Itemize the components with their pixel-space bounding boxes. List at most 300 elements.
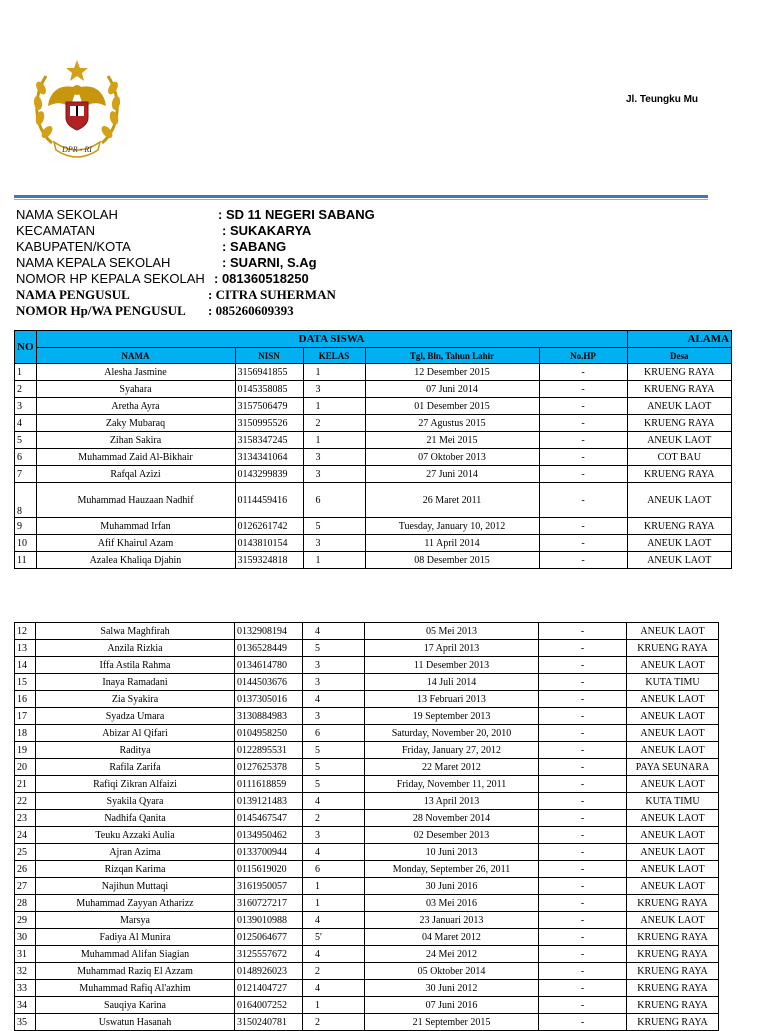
cell-nisn: 0115619020 <box>235 861 303 878</box>
cell-desa: KRUENG RAYA <box>627 1014 719 1031</box>
cell-nama: Muhammad Zaid Al-Bikhair <box>36 449 235 466</box>
cell-kelas: 6 <box>303 483 365 518</box>
info-label: NOMOR HP KEPALA SEKOLAH <box>16 271 205 286</box>
cell-kelas: 6 <box>303 725 365 742</box>
cell-kelas: 3 <box>303 708 365 725</box>
cell-no: 30 <box>15 929 36 946</box>
cell-desa: ANEUK LAOT <box>627 623 719 640</box>
cell-no: 11 <box>15 552 37 569</box>
table-row <box>15 483 732 518</box>
cell-tgl-lahir: 27 Agustus 2015 <box>365 415 539 432</box>
cell-no-hp: - <box>539 725 627 742</box>
svg-text:DPR - RI: DPR - RI <box>62 145 92 154</box>
cell-kelas: 4 <box>303 793 365 810</box>
cell-desa: KRUENG RAYA <box>627 895 719 912</box>
table-row <box>15 946 719 963</box>
table-row <box>15 963 719 980</box>
cell-no-hp: - <box>539 640 627 657</box>
cell-tgl-lahir: 02 Desember 2013 <box>365 827 539 844</box>
cell-no: 17 <box>15 708 36 725</box>
cell-no-hp: - <box>539 674 627 691</box>
cell-tgl-lahir: 11 April 2014 <box>365 535 539 552</box>
cell-desa: KRUENG RAYA <box>627 381 732 398</box>
cell-nisn: 0145467547 <box>235 810 303 827</box>
cell-desa: ANEUK LAOT <box>627 725 719 742</box>
cell-tgl-lahir: Friday, January 27, 2012 <box>365 742 539 759</box>
cell-desa: KRUENG RAYA <box>627 466 732 483</box>
cell-tgl-lahir: 05 Mei 2013 <box>365 623 539 640</box>
cell-no: 22 <box>15 793 36 810</box>
cell-kelas: 1 <box>303 878 365 895</box>
col-header-tgl-lahir: Tgl, Bln, Tahun Lahir <box>365 348 539 364</box>
table-row <box>15 929 719 946</box>
cell-desa: ANEUK LAOT <box>627 878 719 895</box>
cell-kelas: 1 <box>303 398 365 415</box>
cell-tgl-lahir: 13 Februari 2013 <box>365 691 539 708</box>
info-label: NAMA KEPALA SEKOLAH <box>16 255 171 270</box>
cell-no: 18 <box>15 725 36 742</box>
cell-nisn: 0125064677 <box>235 929 303 946</box>
cell-no-hp: - <box>539 449 627 466</box>
header-divider-line <box>14 195 708 198</box>
cell-nama: Anzila Rizkia <box>36 640 235 657</box>
table-row <box>15 518 732 535</box>
cell-nama: Zia Syakira <box>36 691 235 708</box>
cell-nisn: 0121404727 <box>235 980 303 997</box>
cell-kelas: 1 <box>303 997 365 1014</box>
table-row <box>15 878 719 895</box>
cell-nama: Najihun Muttaqi <box>36 878 235 895</box>
info-label: NOMOR Hp/WA PENGUSUL <box>16 303 186 318</box>
cell-no: 4 <box>15 415 37 432</box>
cell-tgl-lahir: 07 Juni 2016 <box>365 997 539 1014</box>
cell-nama: Rafila Zarifa <box>36 759 235 776</box>
cell-desa: ANEUK LAOT <box>627 827 719 844</box>
cell-tgl-lahir: 22 Maret 2012 <box>365 759 539 776</box>
cell-nisn: 0133700944 <box>235 844 303 861</box>
cell-tgl-lahir: 19 September 2013 <box>365 708 539 725</box>
cell-kelas: 2 <box>303 415 365 432</box>
cell-no: 32 <box>15 963 36 980</box>
table-row <box>15 742 719 759</box>
cell-no: 33 <box>15 980 36 997</box>
table-body-part-1 <box>15 364 732 569</box>
cell-desa: KRUENG RAYA <box>627 640 719 657</box>
cell-kelas: 4 <box>303 623 365 640</box>
cell-no-hp: - <box>539 793 627 810</box>
cell-desa: ANEUK LAOT <box>627 776 719 793</box>
cell-tgl-lahir: 12 Desember 2015 <box>365 364 539 381</box>
info-value: : SABANG <box>222 239 287 254</box>
cell-kelas: 5 <box>303 742 365 759</box>
cell-nisn: 0164007252 <box>235 997 303 1014</box>
col-header-kelas: KELAS <box>303 348 365 364</box>
col-header-nisn: NISN <box>235 348 303 364</box>
table-row <box>15 912 719 929</box>
cell-desa: KUTA TIMU <box>627 674 719 691</box>
cell-kelas: 2 <box>303 963 365 980</box>
col-header-nama: NAMA <box>36 348 235 364</box>
table-row <box>15 432 732 449</box>
cell-desa: COT BAU <box>627 449 732 466</box>
cell-kelas: 3 <box>303 535 365 552</box>
col-header-desa: Desa <box>627 348 732 364</box>
cell-nama: Rafiqi Zikran Alfaizi <box>36 776 235 793</box>
cell-desa: ANEUK LAOT <box>627 657 719 674</box>
cell-tgl-lahir: 01 Desember 2015 <box>365 398 539 415</box>
table-row <box>15 980 719 997</box>
cell-tgl-lahir: 24 Mei 2012 <box>365 946 539 963</box>
cell-no: 25 <box>15 844 36 861</box>
cell-no: 12 <box>15 623 36 640</box>
cell-nisn: 0134950462 <box>235 827 303 844</box>
cell-no: 2 <box>15 381 37 398</box>
cell-nama: Teuku Azzaki Aulia <box>36 827 235 844</box>
cell-no-hp: - <box>539 895 627 912</box>
cell-tgl-lahir: 21 September 2015 <box>365 1014 539 1031</box>
address-text: Jl. Teungku Mu <box>626 94 699 105</box>
cell-nisn: 0127625378 <box>235 759 303 776</box>
cell-desa: KRUENG RAYA <box>627 980 719 997</box>
cell-no-hp: - <box>539 364 627 381</box>
cell-nama: Sauqiya Karina <box>36 997 235 1014</box>
cell-no: 7 <box>15 466 37 483</box>
cell-nisn: 3150240781 <box>235 1014 303 1031</box>
cell-nama: Iffa Astila Rahma <box>36 657 235 674</box>
cell-no: 19 <box>15 742 36 759</box>
cell-nama: Marsya <box>36 912 235 929</box>
cell-no: 3 <box>15 398 37 415</box>
cell-tgl-lahir: 23 Januari 2013 <box>365 912 539 929</box>
cell-kelas: 5 <box>303 518 365 535</box>
cell-tgl-lahir: 07 Juni 2014 <box>365 381 539 398</box>
cell-no-hp: - <box>539 980 627 997</box>
table-row <box>15 415 732 432</box>
cell-nisn: 0122895531 <box>235 742 303 759</box>
cell-no-hp: - <box>539 483 627 518</box>
cell-nisn: 0132908194 <box>235 623 303 640</box>
cell-kelas: 5' <box>303 929 365 946</box>
cell-kelas: 3 <box>303 449 365 466</box>
cell-no: 34 <box>15 997 36 1014</box>
cell-no-hp: - <box>539 776 627 793</box>
cell-nama: Syakila Qyara <box>36 793 235 810</box>
cell-desa: ANEUK LAOT <box>627 742 719 759</box>
table-row <box>15 449 732 466</box>
student-table-part-2 <box>14 622 719 1031</box>
cell-tgl-lahir: Saturday, November 20, 2010 <box>365 725 539 742</box>
cell-nama: Muhammad Alifan Siagian <box>36 946 235 963</box>
cell-desa: KRUENG RAYA <box>627 963 719 980</box>
cell-kelas: 6 <box>303 861 365 878</box>
cell-desa: ANEUK LAOT <box>627 483 732 518</box>
cell-kelas: 4 <box>303 946 365 963</box>
cell-no-hp: - <box>539 878 627 895</box>
cell-desa: ANEUK LAOT <box>627 708 719 725</box>
cell-nisn: 0104958250 <box>235 725 303 742</box>
table-row <box>15 708 719 725</box>
info-label: KABUPATEN/KOTA <box>16 239 131 254</box>
cell-no: 16 <box>15 691 36 708</box>
col-header-no: NO <box>15 331 37 364</box>
cell-no: 6 <box>15 449 37 466</box>
cell-nama: Zaky Mubaraq <box>36 415 235 432</box>
cell-no: 27 <box>15 878 36 895</box>
cell-nama: Rizqan Karima <box>36 861 235 878</box>
cell-no-hp: - <box>539 861 627 878</box>
cell-desa: ANEUK LAOT <box>627 912 719 929</box>
cell-nama: Salwa Maghfirah <box>36 623 235 640</box>
cell-desa: ANEUK LAOT <box>627 398 732 415</box>
cell-desa: PAYA SEUNARA <box>627 759 719 776</box>
cell-kelas: 1 <box>303 552 365 569</box>
cell-kelas: 3 <box>303 657 365 674</box>
dpr-ri-emblem-logo <box>32 58 122 163</box>
cell-nama: Nadhifa Qanita <box>36 810 235 827</box>
cell-nama: Muhammad Irfan <box>36 518 235 535</box>
cell-kelas: 1 <box>303 432 365 449</box>
cell-kelas: 5 <box>303 759 365 776</box>
table-body-part-2 <box>15 623 719 1031</box>
cell-desa: ANEUK LAOT <box>627 861 719 878</box>
table-row <box>15 640 719 657</box>
cell-nisn: 3134341064 <box>235 449 303 466</box>
cell-kelas: 1 <box>303 895 365 912</box>
cell-nama: Afif Khairul Azam <box>36 535 235 552</box>
cell-tgl-lahir: 28 November 2014 <box>365 810 539 827</box>
table-row <box>15 364 732 381</box>
cell-nisn: 3130884983 <box>235 708 303 725</box>
cell-desa: ANEUK LAOT <box>627 535 732 552</box>
cell-no: 20 <box>15 759 36 776</box>
cell-nisn: 0143299839 <box>235 466 303 483</box>
cell-nisn: 3161950057 <box>235 878 303 895</box>
cell-nisn: 0137305016 <box>235 691 303 708</box>
cell-nama: Aretha Ayra <box>36 398 235 415</box>
table-row <box>15 776 719 793</box>
cell-kelas: 4 <box>303 691 365 708</box>
cell-desa: KRUENG RAYA <box>627 364 732 381</box>
cell-nisn: 0139121483 <box>235 793 303 810</box>
info-label: KECAMATAN <box>16 223 95 238</box>
cell-nisn: 3150995526 <box>235 415 303 432</box>
info-label: NAMA PENGUSUL <box>16 287 130 302</box>
cell-kelas: 3 <box>303 466 365 483</box>
cell-no-hp: - <box>539 844 627 861</box>
cell-tgl-lahir: 30 Juni 2016 <box>365 878 539 895</box>
cell-nisn: 0111618859 <box>235 776 303 793</box>
cell-nisn: 0136528449 <box>235 640 303 657</box>
cell-nisn: 3160727217 <box>235 895 303 912</box>
cell-no: 21 <box>15 776 36 793</box>
cell-no: 15 <box>15 674 36 691</box>
cell-no-hp: - <box>539 827 627 844</box>
cell-tgl-lahir: 10 Juni 2013 <box>365 844 539 861</box>
cell-kelas: 3 <box>303 381 365 398</box>
cell-kelas: 4 <box>303 912 365 929</box>
cell-desa: KRUENG RAYA <box>627 997 719 1014</box>
cell-kelas: 2 <box>303 810 365 827</box>
cell-tgl-lahir: 05 Oktober 2014 <box>365 963 539 980</box>
table-row <box>15 657 719 674</box>
cell-no-hp: - <box>539 810 627 827</box>
cell-nama: Rafqal Azizi <box>36 466 235 483</box>
cell-desa: ANEUK LAOT <box>627 552 732 569</box>
table-row <box>15 725 719 742</box>
cell-desa: ANEUK LAOT <box>627 844 719 861</box>
table-row <box>15 793 719 810</box>
cell-nisn: 0145358085 <box>235 381 303 398</box>
cell-kelas: 2 <box>303 1014 365 1031</box>
table-row <box>15 895 719 912</box>
cell-nama: Syahara <box>36 381 235 398</box>
cell-nisn: 0144503676 <box>235 674 303 691</box>
cell-no: 24 <box>15 827 36 844</box>
cell-no: 23 <box>15 810 36 827</box>
cell-no-hp: - <box>539 1014 627 1031</box>
cell-no-hp: - <box>539 963 627 980</box>
cell-nisn: 0148926023 <box>235 963 303 980</box>
cell-desa: ANEUK LAOT <box>627 691 719 708</box>
cell-no-hp: - <box>539 415 627 432</box>
cell-no-hp: - <box>539 759 627 776</box>
cell-desa: KUTA TIMU <box>627 793 719 810</box>
cell-nama: Raditya <box>36 742 235 759</box>
cell-tgl-lahir: 07 Oktober 2013 <box>365 449 539 466</box>
cell-no-hp: - <box>539 466 627 483</box>
cell-nama: Muhammad Zayyan Atharizz <box>36 895 235 912</box>
table-row <box>15 827 719 844</box>
cell-nisn: 0139010988 <box>235 912 303 929</box>
cell-no-hp: - <box>539 552 627 569</box>
cell-desa: ANEUK LAOT <box>627 432 732 449</box>
table-row <box>15 844 719 861</box>
cell-tgl-lahir: Monday, September 26, 2011 <box>365 861 539 878</box>
cell-kelas: 4 <box>303 980 365 997</box>
cell-nisn: 0134614780 <box>235 657 303 674</box>
info-value: : 085260609393 <box>208 303 294 318</box>
cell-tgl-lahir: 17 April 2013 <box>365 640 539 657</box>
info-value: : SUARNI, S.Ag <box>222 255 317 270</box>
cell-nisn: 3125557672 <box>235 946 303 963</box>
group-header-alamat: ALAMA <box>627 331 732 348</box>
table-row <box>15 466 732 483</box>
cell-nama: Abizar Al Qifari <box>36 725 235 742</box>
cell-no: 9 <box>15 518 37 535</box>
cell-kelas: 4 <box>303 844 365 861</box>
cell-tgl-lahir: 26 Maret 2011 <box>365 483 539 518</box>
cell-no: 31 <box>15 946 36 963</box>
cell-nisn: 0114459416 <box>235 483 303 518</box>
cell-nisn: 3156941855 <box>235 364 303 381</box>
cell-no: 14 <box>15 657 36 674</box>
table-row <box>15 381 732 398</box>
cell-no: 28 <box>15 895 36 912</box>
cell-no-hp: - <box>539 742 627 759</box>
cell-desa: ANEUK LAOT <box>627 810 719 827</box>
table-row <box>15 759 719 776</box>
cell-nama: Zihan Sakira <box>36 432 235 449</box>
table-row <box>15 1014 719 1031</box>
cell-no-hp: - <box>539 623 627 640</box>
cell-no: 26 <box>15 861 36 878</box>
info-value: : SD 11 NEGERI SABANG <box>218 207 375 222</box>
cell-desa: KRUENG RAYA <box>627 946 719 963</box>
info-value: : SUKAKARYA <box>222 223 312 238</box>
cell-no-hp: - <box>539 946 627 963</box>
cell-no-hp: - <box>539 381 627 398</box>
cell-tgl-lahir: 11 Desember 2013 <box>365 657 539 674</box>
info-value: : CITRA SUHERMAN <box>208 287 336 302</box>
cell-kelas: 3 <box>303 827 365 844</box>
table-row <box>15 552 732 569</box>
cell-nisn: 3158347245 <box>235 432 303 449</box>
cell-nama: Alesha Jasmine <box>36 364 235 381</box>
cell-nisn: 0143810154 <box>235 535 303 552</box>
cell-no: 29 <box>15 912 36 929</box>
table-row <box>15 674 719 691</box>
cell-tgl-lahir: Tuesday, January 10, 2012 <box>365 518 539 535</box>
cell-tgl-lahir: 14 Juli 2014 <box>365 674 539 691</box>
cell-nisn: 0126261742 <box>235 518 303 535</box>
cell-kelas: 3 <box>303 674 365 691</box>
table-row <box>15 623 719 640</box>
cell-no-hp: - <box>539 912 627 929</box>
cell-nama: Azalea Khaliqa Djahin <box>36 552 235 569</box>
cell-tgl-lahir: 27 Juni 2014 <box>365 466 539 483</box>
cell-no-hp: - <box>539 929 627 946</box>
cell-no: 1 <box>15 364 37 381</box>
table-row <box>15 861 719 878</box>
cell-nama: Muhammad Raziq El Azzam <box>36 963 235 980</box>
cell-no-hp: - <box>539 657 627 674</box>
cell-no-hp: - <box>539 518 627 535</box>
table-row <box>15 997 719 1014</box>
cell-kelas: 1 <box>303 364 365 381</box>
cell-no: 13 <box>15 640 36 657</box>
cell-nama: Inaya Ramadani <box>36 674 235 691</box>
student-table-part-1 <box>14 330 732 569</box>
info-label: NAMA SEKOLAH <box>16 207 118 222</box>
cell-kelas: 5 <box>303 776 365 793</box>
cell-nama: Uswatun Hasanah <box>36 1014 235 1031</box>
group-header-data-siswa: DATA SISWA <box>36 331 627 348</box>
cell-no: 10 <box>15 535 37 552</box>
table-row <box>15 535 732 552</box>
cell-desa: KRUENG RAYA <box>627 929 719 946</box>
cell-tgl-lahir: 04 Maret 2012 <box>365 929 539 946</box>
cell-nama: Fadiya Al Munira <box>36 929 235 946</box>
cell-desa: KRUENG RAYA <box>627 518 732 535</box>
cell-tgl-lahir: 13 April 2013 <box>365 793 539 810</box>
cell-nisn: 3157506479 <box>235 398 303 415</box>
cell-tgl-lahir: 30 Juni 2012 <box>365 980 539 997</box>
info-value: : 081360518250 <box>214 271 309 286</box>
cell-no-hp: - <box>539 691 627 708</box>
header-divider-thin-line <box>14 199 708 200</box>
cell-no-hp: - <box>539 708 627 725</box>
cell-no-hp: - <box>539 432 627 449</box>
cell-no: 35 <box>15 1014 36 1031</box>
cell-desa: KRUENG RAYA <box>627 415 732 432</box>
cell-tgl-lahir: 21 Mei 2015 <box>365 432 539 449</box>
cell-no: 8 <box>15 483 37 518</box>
cell-no-hp: - <box>539 398 627 415</box>
cell-nama: Ajran Azima <box>36 844 235 861</box>
cell-nama: Muhammad Rafiq Al'azhim <box>36 980 235 997</box>
cell-nama: Syadza Umara <box>36 708 235 725</box>
cell-no: 5 <box>15 432 37 449</box>
